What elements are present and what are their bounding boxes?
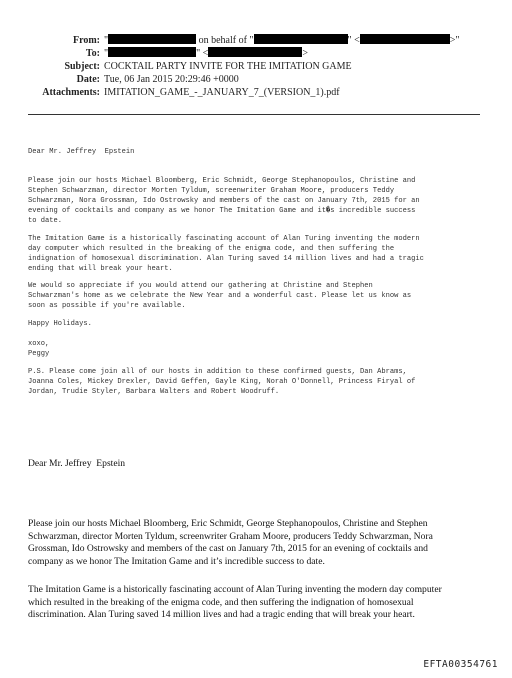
redaction-bar	[108, 47, 196, 57]
from-label: From:	[72, 35, 100, 46]
date-value: Tue, 06 Jan 2015 20:29:46 +0000	[104, 74, 239, 85]
redaction-bar	[254, 34, 348, 44]
from-row	[0, 34, 512, 47]
mono-paragraph-3: We would so appreciate if you would attend our gathering at Christine and Stephen Schwarzman's home as we celebrate the New Year and a wonderful cast. Please let us know as soon as possible if you're available.	[28, 282, 412, 310]
attachments-row	[0, 86, 512, 99]
date-label: Date:	[76, 74, 100, 85]
subject-label: Subject:	[64, 61, 100, 72]
serif-paragraph-1: Please join our hosts Michael Bloomberg, Eric Schmidt, George Stephanopoulos, Christine and Stephen Schwarzman, director Morten Tyldum, screenwriter Graham Moore, producers Teddy Schwarzman, Nora Grossman, Ido Ostrowsky and members of the cast on January 7th, 2015 for an evening of cocktails and company as we honor The Imitation Game and it’s incredible success to date.	[28, 518, 433, 567]
subject-value: COCKTAIL PARTY INVITE FOR THE IMITATION GAME	[104, 61, 352, 72]
to-label: To:	[85, 48, 100, 59]
mono-signoff: xoxo, Peggy	[28, 340, 50, 358]
mono-paragraph-2: The Imitation Game is a historically fascinating account of Alan Turing inventing the modern day computer which resulted in the breaking of the enigma code, and then suffering the indignation of homosexual discrimination. Alan Turing saved 14 million lives and had a tragic ending that will break your heart.	[28, 235, 424, 273]
mono-paragraph-1: Please join our hosts Michael Bloomberg, Eric Schmidt, George Stephanopoulos, Christine and Stephen Schwarzman, director Morten Tyldum, screenwriter Graham Moore, producers Teddy Schwarzman, Nora Grossman, Ido Ostrowsky and members of the cast on January 7th, 2015 for an evening of cocktails and company as we honor The Imitation Game and it�s incredible success to date.	[28, 177, 420, 225]
to-value: " " < >	[104, 48, 308, 59]
serif-paragraph-2: The Imitation Game is a historically fascinating account of Alan Turing inventing the modern day computer which resulted in the breaking of the enigma code, and then suffering the indignation of homosexual discrimination. Alan Turing saved 14 million lives and had a tragic ending that will break your heart.	[28, 584, 442, 621]
redaction-bar	[360, 34, 450, 44]
attachments-label: Attachments:	[42, 87, 100, 98]
mono-holidays: Happy Holidays.	[28, 320, 92, 328]
from-value: " on behalf of " " < >"	[104, 35, 460, 46]
redaction-bar	[208, 47, 302, 57]
attachment-link[interactable]: IMITATION_GAME_-_JANUARY_7_(VERSION_1).pdf	[104, 87, 340, 98]
date-row	[0, 73, 512, 86]
mono-postscript: P.S. Please come join all of our hosts in addition to these confirmed guests, Dan Abrams, Joanna Coles, Mickey Drexler, David Geffen, Gayle King, Norah O'Donnell, Princess Firyal of Jordan, Trudie Styler, Barbara Walters and Robert Woodruff.	[28, 368, 416, 396]
serif-salutation: Dear Mr. Jeffrey Epstein	[28, 458, 126, 469]
header-divider	[28, 114, 480, 115]
bates-number: EFTA00354761	[423, 659, 498, 670]
to-row	[0, 47, 512, 60]
subject-row	[0, 60, 512, 73]
mono-salutation: Dear Mr. Jeffrey Epstein	[28, 148, 135, 156]
redaction-bar	[108, 34, 196, 44]
